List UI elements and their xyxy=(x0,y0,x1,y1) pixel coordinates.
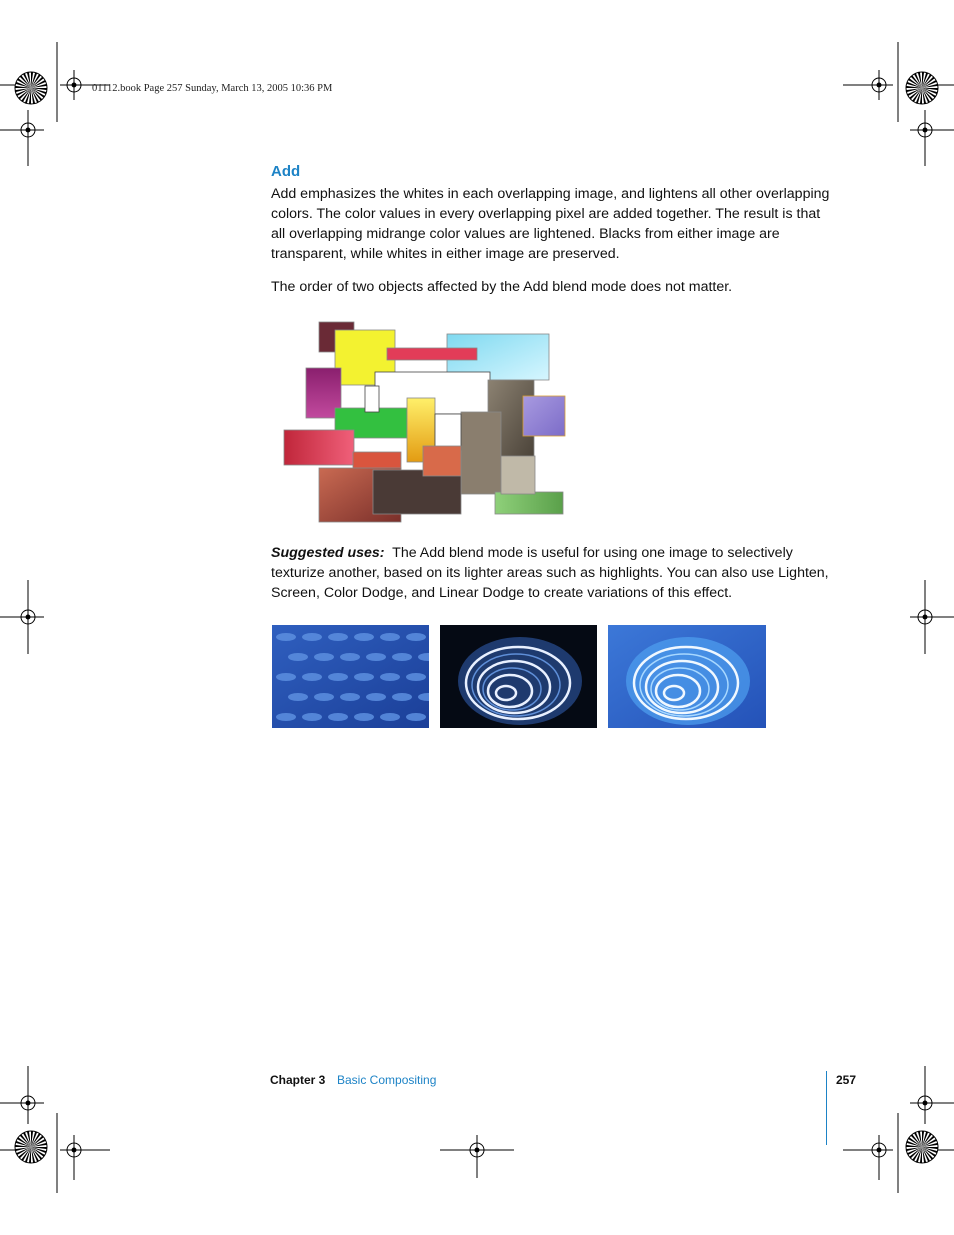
example-image-add-result xyxy=(608,625,766,728)
add-blend-illustration xyxy=(283,320,567,524)
section-heading: Add xyxy=(271,163,301,180)
paragraph-add-description: Add emphasizes the whites in each overlapping image, and lightens all other overlapping colors. The color values in every overlapping pixel are added together. The result is that all overlapping midrange color values are lightened. Blacks from either image are transparent, while whites in either image are preserved. xyxy=(271,186,830,262)
footer-chapter-title: Basic Compositing xyxy=(337,1073,437,1087)
suggested-uses-text: The Add blend mode is useful for using one image to selectively texturize another, based on its lighter areas such as highlights. You can also use Lighten, Screen, Color Dodge, and Linear Dodge to create variations of this effect. xyxy=(271,545,829,601)
footer-page-number: 257 xyxy=(836,1073,857,1087)
example-image-angelfish xyxy=(440,625,597,728)
footer-chapter: Chapter 3 xyxy=(270,1073,326,1087)
paragraph-suggested-uses xyxy=(271,543,831,603)
example-image-fish-school xyxy=(272,625,429,728)
footer-divider xyxy=(826,1071,827,1145)
paragraph-order: The order of two objects affected by the Add blend mode does not matter. xyxy=(271,279,733,295)
suggested-uses-label: Suggested uses: xyxy=(271,545,385,561)
print-info: 01112.book Page 257 Sunday, March 13, 2005 10:36 PM xyxy=(92,83,333,94)
